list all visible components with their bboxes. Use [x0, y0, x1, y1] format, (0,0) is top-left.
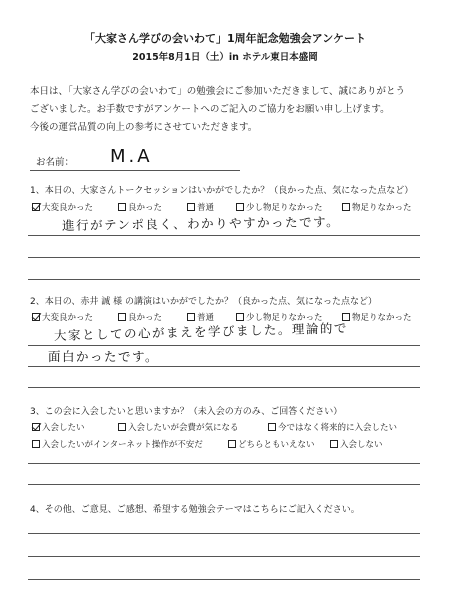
q3-option-no-join[interactable]: 入会しない	[330, 438, 383, 450]
q1-answer-line-3	[28, 279, 420, 280]
q1-option-lacking[interactable]: 物足りなかった	[342, 201, 412, 213]
name-value-handwritten[interactable]: M.A	[110, 146, 153, 167]
q2-option-lacking[interactable]: 物足りなかった	[342, 311, 412, 323]
q1-answer-line-2	[28, 257, 420, 258]
q2-option-good[interactable]: 良かった	[118, 311, 162, 323]
q3-option-undecided[interactable]: どちらともいえない	[228, 438, 315, 450]
q3-checkbox[interactable]	[228, 440, 236, 448]
q1-checkbox[interactable]	[342, 203, 350, 211]
q1-answer-handwritten[interactable]: 進行がテンポ良く、わかりやすかったです。	[61, 214, 341, 233]
q3-checkbox-checked[interactable]	[32, 423, 40, 431]
q2-option-normal[interactable]: 普通	[187, 311, 214, 323]
q2-answer-line-1	[28, 345, 420, 346]
q4-answer-line-2	[28, 556, 420, 557]
q3-answer-line-2	[28, 484, 420, 485]
q1-checkbox[interactable]	[187, 203, 195, 211]
q1-checkbox[interactable]	[236, 203, 244, 211]
q2-option-very-good[interactable]: 大変良かった	[32, 311, 93, 323]
q3-option-join-fee-concern[interactable]: 入会したいが会費が気になる	[118, 421, 239, 433]
q2-answer-handwritten-line-2[interactable]: 面白かったです。	[48, 349, 160, 364]
q1-option-normal[interactable]: 普通	[187, 201, 214, 213]
q3-checkbox[interactable]	[330, 440, 338, 448]
q1-option-very-good[interactable]: 大変良かった	[32, 201, 93, 213]
q2-answer-line-3	[28, 387, 420, 388]
question-1: 1、本日の、大家さんトークセッションはいかがでしたか？（良かった点、気になった点など）	[30, 186, 414, 196]
intro-line-2: ございました。お手数ですがアンケートへのご記入のご協力をお願い申し上げます。	[30, 104, 390, 115]
q4-answer-line-1	[28, 533, 420, 534]
question-3: 3、この会に入会したいと思いますか？（未入会の方のみ、ご回答ください）	[30, 407, 343, 417]
q1-option-slightly-lacking[interactable]: 少し物足りなかった	[236, 201, 323, 213]
q2-checkbox[interactable]	[236, 313, 244, 321]
q2-answer-handwritten-line-1[interactable]: 大家としての心がまえを学びました。理論的で	[53, 320, 349, 343]
q4-answer-line-3	[28, 579, 420, 580]
intro-line-3: 今後の運営品質の向上の参考にさせていただきます。	[30, 122, 258, 133]
q3-answer-line-1	[28, 463, 420, 464]
q1-checkbox-checked[interactable]	[32, 203, 40, 211]
q3-checkbox[interactable]	[118, 423, 126, 431]
q3-option-join[interactable]: 入会したい	[32, 421, 85, 433]
q2-checkbox-checked[interactable]	[32, 313, 40, 321]
q3-option-join-future[interactable]: 今ではなく将来的に入会したい	[268, 421, 397, 433]
q2-option-slightly-lacking[interactable]: 少し物足りなかった	[236, 311, 323, 323]
q2-checkbox[interactable]	[187, 313, 195, 321]
q1-option-good[interactable]: 良かった	[118, 201, 162, 213]
q3-option-internet-concern[interactable]: 入会したいがインターネット操作が不安だ	[32, 438, 203, 450]
q1-checkbox[interactable]	[118, 203, 126, 211]
question-4: 4、その他、ご意見、ご感想、希望する勉強会テーマはこちらにご記入ください。	[30, 505, 360, 515]
q3-checkbox[interactable]	[268, 423, 276, 431]
q1-answer-line-1	[28, 235, 420, 236]
q3-checkbox[interactable]	[32, 440, 40, 448]
q2-checkbox[interactable]	[118, 313, 126, 321]
q2-answer-line-2	[28, 366, 420, 367]
name-underline	[30, 170, 240, 171]
intro-line-1: 本日は、「大家さん学びの会いわて」の勉強会にご参加いただきまして、誠にありがとう	[30, 86, 406, 97]
question-2: 2、本日の、赤井 誠 様 の講演はいかがでしたか？（良かった点、気になった点など）	[30, 297, 377, 307]
name-label: お名前：	[36, 157, 75, 168]
survey-title: 「大家さん学びの会いわて」1周年記念勉強会アンケート	[84, 32, 366, 45]
event-date-venue: 2015年8月1日（土）in ホテル東日本盛岡	[132, 52, 318, 63]
